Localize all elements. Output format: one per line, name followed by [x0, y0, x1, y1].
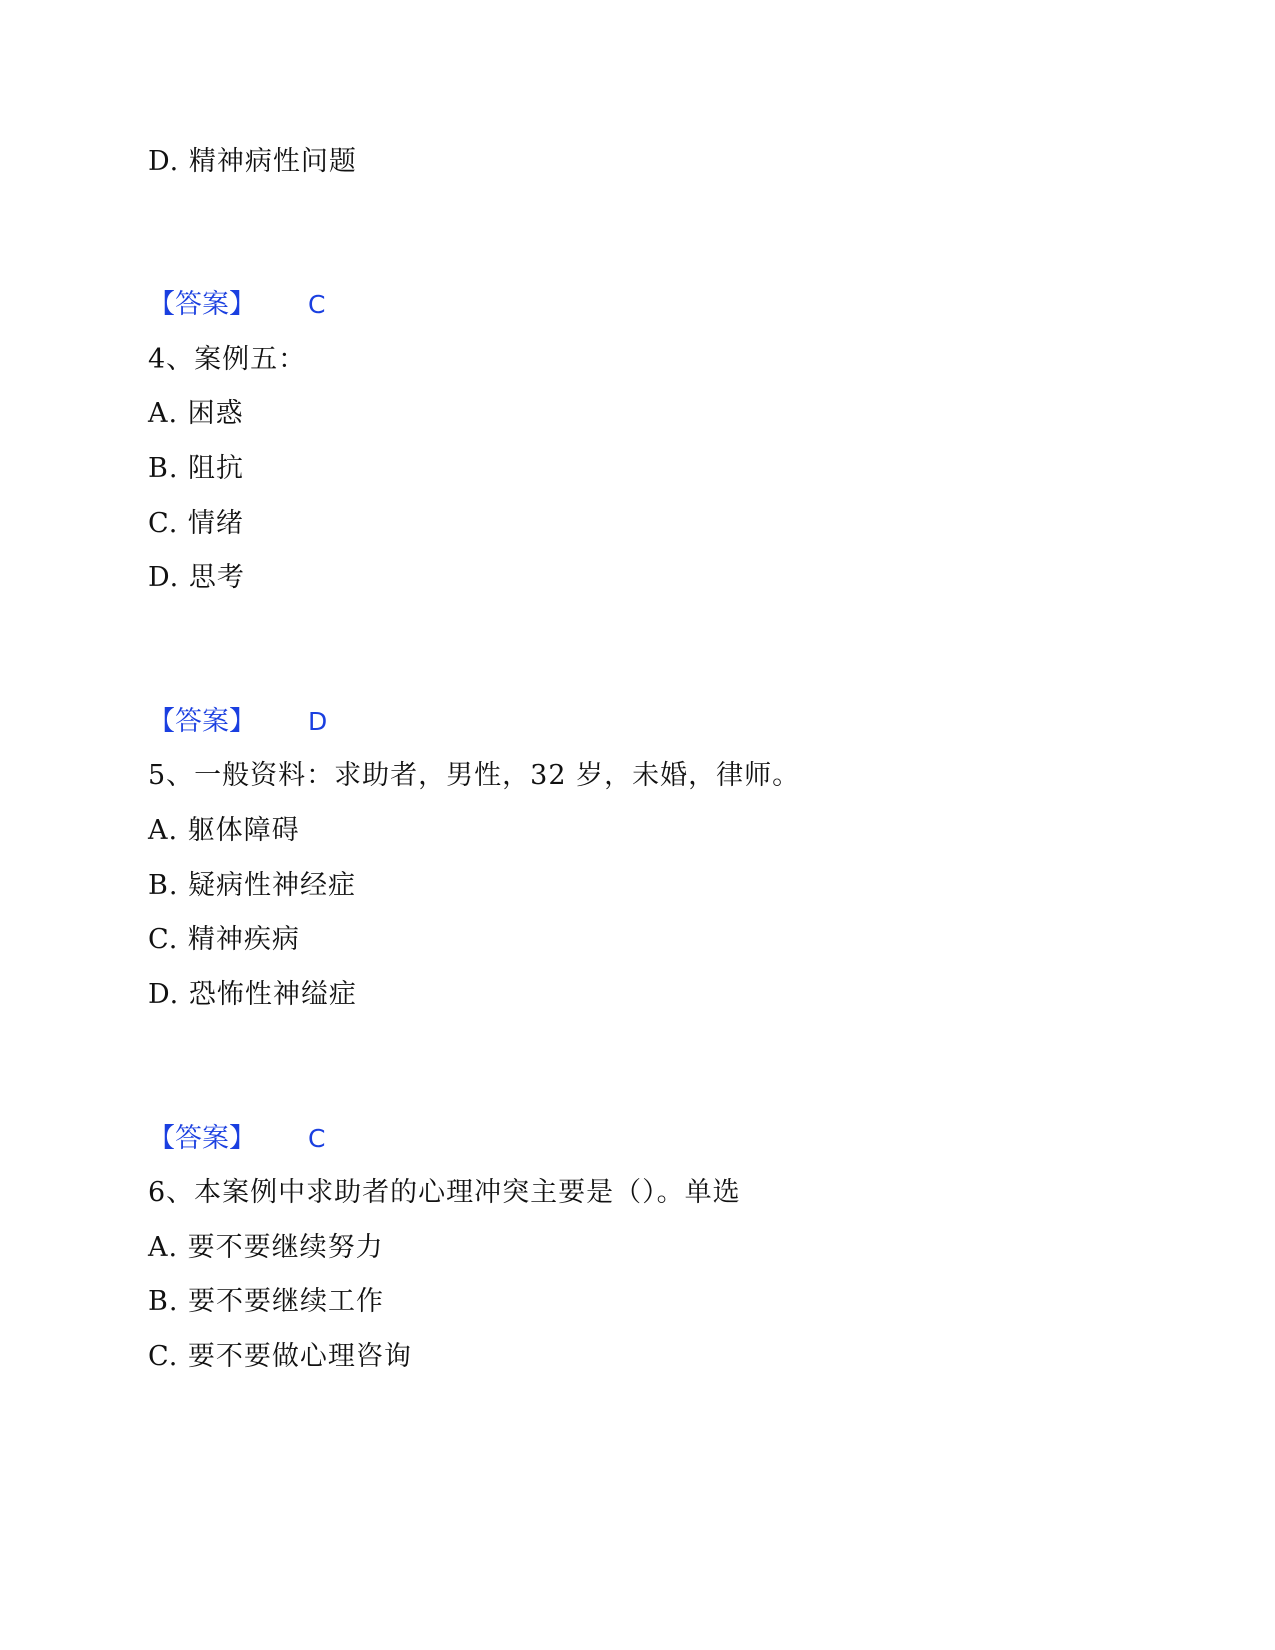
- q4-option-b: B. 阻抗: [148, 453, 245, 484]
- answer-3: [148, 288, 325, 322]
- q4-option-c: C. 情绪: [148, 508, 244, 539]
- q6-option-c: C. 要不要做心理咨询: [148, 1341, 412, 1372]
- answer-5-label: 【答案】: [148, 1123, 256, 1154]
- q6-option-a: A. 要不要继续努力: [148, 1232, 384, 1263]
- answer-5: [148, 1122, 325, 1156]
- q4-stem: 4、案例五：: [148, 344, 307, 375]
- q5-option-a: A. 躯体障碍: [148, 815, 300, 846]
- answer-5-value: C: [308, 1124, 326, 1153]
- answer-4: [148, 705, 327, 739]
- q5-option-b: B. 疑病性神经症: [148, 870, 357, 901]
- answer-4-value: D: [308, 707, 328, 736]
- q6-stem: 6、本案例中求助者的心理冲突主要是（）。单选: [148, 1177, 741, 1208]
- answer-4-label: 【答案】: [148, 706, 256, 737]
- q5-option-c: C. 精神疾病: [148, 924, 300, 955]
- q5-stem: 5、一般资料：求助者，男性，32 岁，未婚，律师。: [148, 760, 801, 791]
- answer-3-value: C: [308, 290, 326, 319]
- q5-option-d: D. 恐怖性神缢症: [148, 979, 357, 1010]
- q4-option-d: D. 思考: [148, 562, 245, 593]
- answer-3-label: 【答案】: [148, 289, 256, 320]
- q6-option-b: B. 要不要继续工作: [148, 1286, 385, 1317]
- q4-option-a: A. 困惑: [148, 398, 244, 429]
- q3-option-d: D. 精神病性问题: [148, 146, 357, 177]
